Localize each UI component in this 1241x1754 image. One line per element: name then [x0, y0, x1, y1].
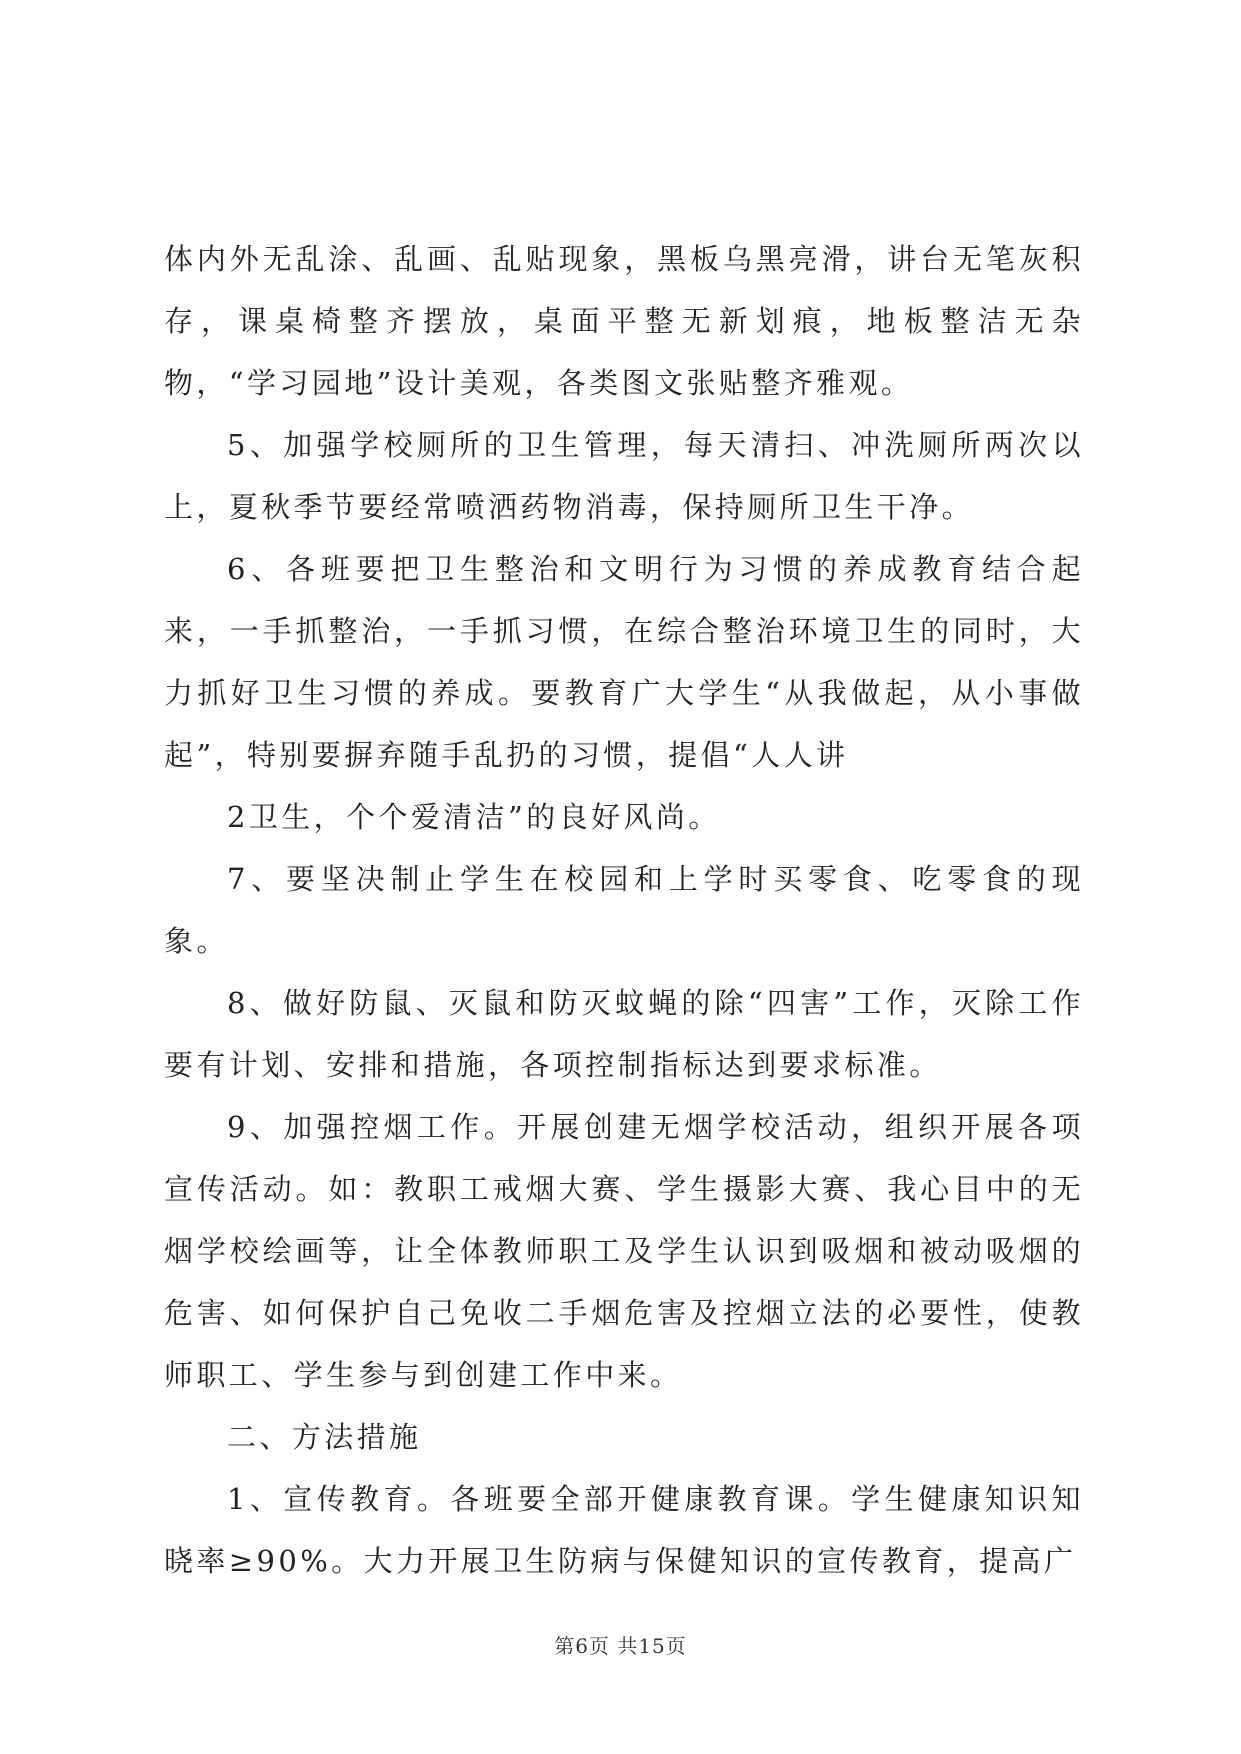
paragraph-continuation: 体内外无乱涂、乱画、乱贴现象，黑板乌黑亮滑，讲台无笔灰积存，课桌椅整齐摆放，桌面平整无新划痕，地板整洁无杂物，“学习园地”设计美观，各类图文张贴整齐雅观。	[164, 242, 1084, 400]
paragraph-method-1: 1、宣传教育。各班要全部开健康教育课。学生健康知识知晓率≥90%。大力开展卫生防病与保健知识的宣传教育，提高广	[164, 1482, 1084, 1578]
document-body	[164, 228, 1084, 1592]
page-number-footer: 第6页 共15页	[554, 1634, 687, 1658]
paragraph-item-6: 6、各班要把卫生整治和文明行为习惯的养成教育结合起来，一手抓整治，一手抓习惯，在综合整治环境卫生的同时，大力抓好卫生习惯的养成。要教育广大学生“从我做起，从小事做起”，特别要摒弃随手乱扔的习惯，提倡“人人讲	[164, 552, 1084, 772]
paragraph-item-8: 8、做好防鼠、灭鼠和防灭蚊蝇的除“四害”工作，灭除工作要有计划、安排和措施，各项控制指标达到要求标准。	[164, 986, 1084, 1082]
section-heading-methods: 二、方法措施	[227, 1420, 422, 1454]
paragraph-item-5: 5、加强学校厕所的卫生管理，每天清扫、冲洗厕所两次以上，夏秋季节要经常喷洒药物消毒，保持厕所卫生干净。	[164, 428, 1084, 524]
paragraph-item-9: 9、加强控烟工作。开展创建无烟学校活动，组织开展各项宣传活动。如：教职工戒烟大赛、学生摄影大赛、我心目中的无烟学校绘画等，让全体教师职工及学生认识到吸烟和被动吸烟的危害、如何保护自己免收二手烟危害及控烟立法的必要性，使教师职工、学生参与到创建工作中来。	[164, 1110, 1084, 1392]
paragraph-item-6-continued: 2卫生，个个爱清洁”的良好风尚。	[227, 800, 721, 834]
paragraph-item-7: 7、要坚决制止学生在校园和上学时买零食、吃零食的现象。	[164, 862, 1084, 958]
